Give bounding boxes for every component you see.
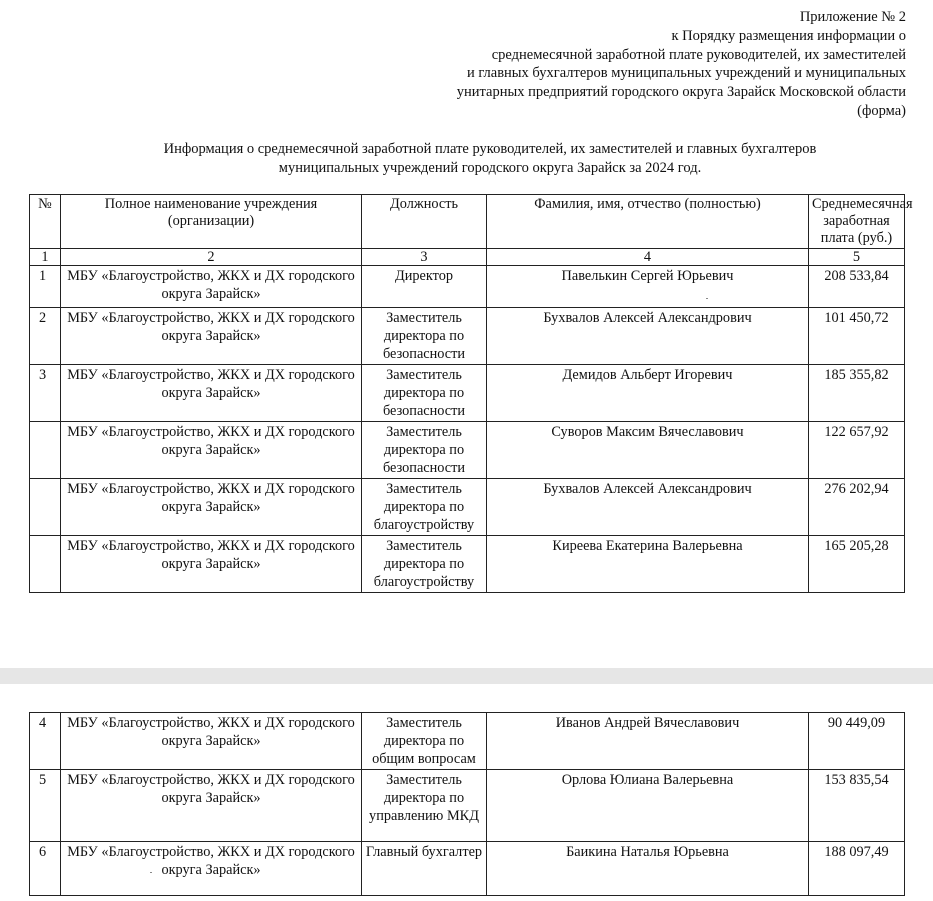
- appendix-line: среднемесячной заработной плате руководителей, их заместителей: [491, 46, 906, 63]
- salary-table-page-2: [29, 712, 905, 896]
- row-position: Заместитель директора по благоустройству: [362, 479, 487, 536]
- row-name: Иванов Андрей Вячеславович: [487, 713, 809, 770]
- row-position: Главный бухгалтер: [362, 842, 487, 896]
- row-name: Бухвалов Алексей Александрович: [487, 479, 809, 536]
- row-num: 5: [30, 770, 61, 842]
- row-org: МБУ «Благоустройство, ЖКХ и ДХ городского округа Зарайск»: [61, 770, 362, 842]
- header-position: Должность: [362, 195, 487, 249]
- row-org: МБУ «Благоустройство, ЖКХ и ДХ городского округа Зарайск»: [61, 713, 362, 770]
- row-salary: 276 202,94: [809, 479, 905, 536]
- row-position: Директор: [362, 266, 487, 308]
- row-name: Суворов Максим Вячеславович: [487, 422, 809, 479]
- row-salary: 185 355,82: [809, 365, 905, 422]
- row-org: МБУ «Благоустройство, ЖКХ и ДХ городского округа Зарайск»: [61, 365, 362, 422]
- appendix-note: [386, 8, 906, 121]
- title-line-2: муниципальных учреждений городского округа Зарайск за 2024 год.: [278, 160, 702, 176]
- row-num: 1: [30, 266, 61, 308]
- row-salary: 208 533,84: [809, 266, 905, 308]
- row-salary: 122 657,92: [809, 422, 905, 479]
- row-num: [30, 479, 61, 536]
- row-org: МБУ «Благоустройство, ЖКХ и ДХ городского округа Зарайск»: [61, 479, 362, 536]
- table-row: [30, 842, 905, 896]
- row-salary: 188 097,49: [809, 842, 905, 896]
- scan-speck: [150, 872, 152, 873]
- row-name: Баикина Наталья Юрьевна: [487, 842, 809, 896]
- row-num: [30, 536, 61, 593]
- row-salary: 101 450,72: [809, 308, 905, 365]
- document-page-2: [0, 684, 933, 901]
- row-org: МБУ «Благоустройство, ЖКХ и ДХ городского округа Зарайск»: [61, 266, 362, 308]
- index-cell: 4: [487, 249, 809, 266]
- table-row: [30, 365, 905, 422]
- row-num: 6: [30, 842, 61, 896]
- row-position: Заместитель директора по управлению МКД: [362, 770, 487, 842]
- row-name: Киреева Екатерина Валерьевна: [487, 536, 809, 593]
- header-salary: Среднемесячная заработная плата (руб.): [809, 195, 905, 249]
- appendix-line: унитарных предприятий городского округа Зарайск Московской области: [456, 84, 906, 101]
- row-name: Павелькин Сергей Юрьевич: [487, 266, 809, 308]
- table-row: [30, 266, 905, 308]
- row-position: Заместитель директора по безопасности: [362, 365, 487, 422]
- row-org: МБУ «Благоустройство, ЖКХ и ДХ городского округа Зарайск»: [61, 308, 362, 365]
- table-row: [30, 479, 905, 536]
- appendix-line: (форма): [857, 102, 906, 119]
- appendix-line: к Порядку размещения информации о: [671, 27, 906, 44]
- header-num: №: [30, 195, 61, 249]
- row-num: 2: [30, 308, 61, 365]
- row-name: Бухвалов Алексей Александрович: [487, 308, 809, 365]
- salary-table-page-1: [29, 194, 913, 593]
- row-salary: 153 835,54: [809, 770, 905, 842]
- row-org: МБУ «Благоустройство, ЖКХ и ДХ городского округа Зарайск»: [61, 536, 362, 593]
- row-name: Демидов Альберт Игоревич: [487, 365, 809, 422]
- row-position: Заместитель директора по благоустройству: [362, 536, 487, 593]
- page-separator: [0, 668, 933, 684]
- index-cell: 3: [362, 249, 487, 266]
- index-cell: 2: [61, 249, 362, 266]
- row-salary: 90 449,09: [809, 713, 905, 770]
- row-name: Орлова Юлиана Валерьевна: [487, 770, 809, 842]
- row-position: Заместитель директора по общим вопросам: [362, 713, 487, 770]
- appendix-line: Приложение № 2: [799, 9, 906, 25]
- table-index-row: [30, 249, 905, 266]
- row-salary: 165 205,28: [809, 536, 905, 593]
- row-org: МБУ «Благоустройство, ЖКХ и ДХ городского округа Зарайск»: [61, 842, 362, 896]
- index-cell: 1: [30, 249, 61, 266]
- table-row: [30, 308, 905, 365]
- appendix-line: и главных бухгалтеров муниципальных учреждений и муниципальных: [466, 65, 906, 82]
- row-org: МБУ «Благоустройство, ЖКХ и ДХ городского округа Зарайск»: [61, 422, 362, 479]
- table-header-row: [30, 195, 905, 249]
- row-num: 4: [30, 713, 61, 770]
- table-row: [30, 713, 905, 770]
- title-line-1: Информация о среднемесячной заработной плате руководителей, их заместителей и главных бухгалтеров: [163, 141, 817, 157]
- table-row: [30, 770, 905, 842]
- row-position: Заместитель директора по безопасности: [362, 422, 487, 479]
- index-cell: 5: [809, 249, 905, 266]
- table-row: [30, 422, 905, 479]
- row-num: 3: [30, 365, 61, 422]
- header-org: Полное наименование учреждения (организации): [61, 195, 362, 249]
- table-row: [30, 536, 905, 593]
- row-num: [30, 422, 61, 479]
- document-title: [40, 140, 933, 178]
- header-name: Фамилия, имя, отчество (полностью): [487, 195, 809, 249]
- row-position: Заместитель директора по безопасности: [362, 308, 487, 365]
- scan-speck: [706, 298, 708, 299]
